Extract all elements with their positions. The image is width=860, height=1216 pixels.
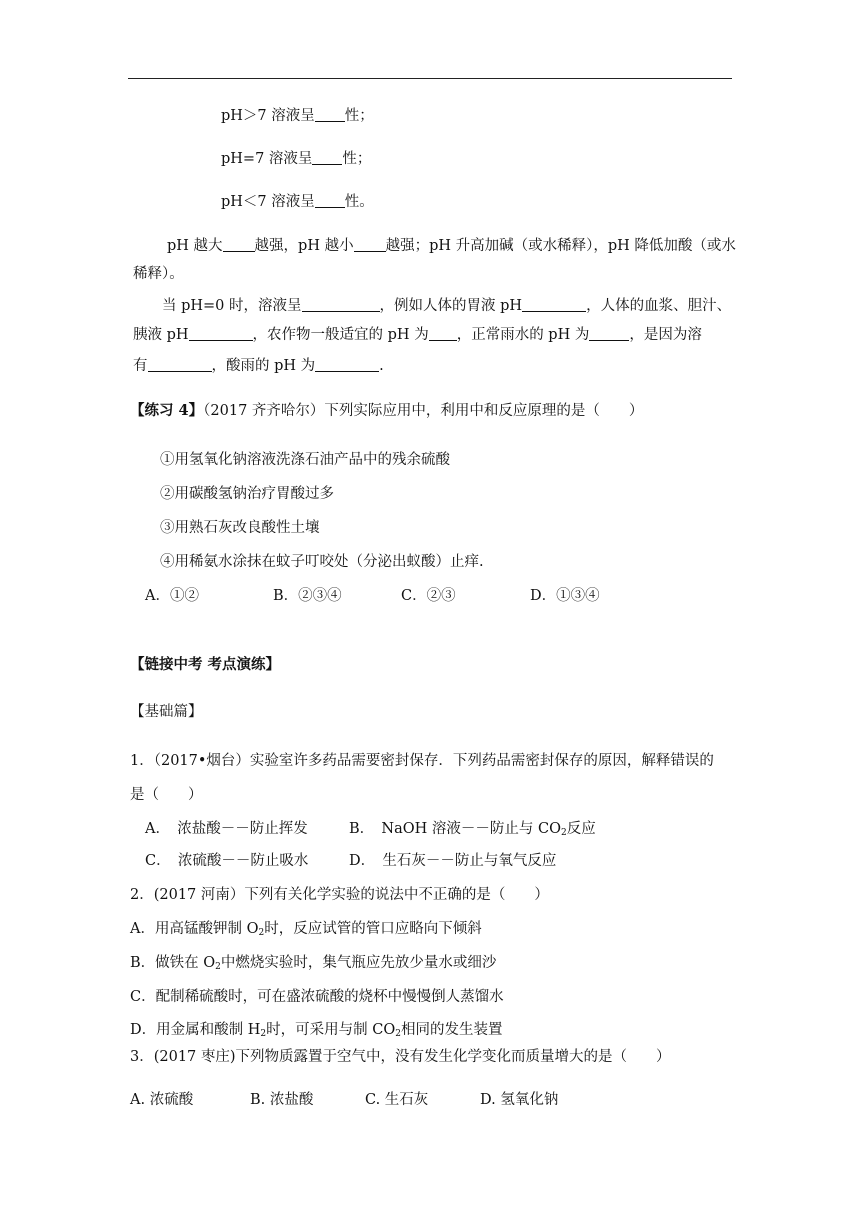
exercise4-title: 【练习 4】: [130, 402, 204, 419]
q2-option-d: D．用金属和酸制 $H_2$时，可采用与制 $CO_2$相同的发生装置: [130, 1022, 503, 1039]
exercise4-item: ①用氢氧化钠溶液洗涤石油产品中的残余硫酸: [160, 452, 450, 468]
header-rule: [128, 78, 732, 79]
blank: [148, 357, 212, 372]
q1-stem-line1: 1．（2017•烟台）实验室许多药品需要密封保存．下列药品需密封保存的原因，解释错误的: [130, 753, 714, 769]
blank: [315, 193, 345, 208]
ph-zero-line3: 有 ，酸雨的 pH 为 .: [133, 358, 384, 374]
q3-option-a: A. 浓硫酸: [130, 1092, 194, 1108]
q2-stem: 2．(2017 河南）下列有关化学实验的说法中不正确的是（ ）: [130, 887, 549, 903]
blank: [315, 107, 345, 122]
exercise4-stem: 【练习 4】（2017 齐齐哈尔）下列实际应用中，利用中和反应原理的是（ ）: [130, 402, 644, 419]
exercise4-option-c: C．②③: [401, 588, 456, 604]
q2-option-b: B．做铁在 $O_2$中燃烧实验时，集气瓶应先放少量水或细沙: [130, 955, 497, 972]
ph-rule-neutral: pH=7 溶液呈 性；: [221, 151, 372, 167]
exercise4-item: ③用熟石灰改良酸性土壤: [160, 520, 320, 536]
q1-option-a: A． 浓盐酸－－防止挥发: [145, 821, 308, 837]
q1-option-d: D． 生石灰－－防止与氧气反应: [349, 853, 557, 869]
q2-option-a: A．用高锰酸钾制 $O_2$时，反应试管的管口应略向下倾斜: [130, 921, 482, 938]
blank: [302, 297, 380, 312]
exercise4-item: ④用稀氨水涂抹在蚊子叮咬处（分泌出蚁酸）止痒.: [160, 554, 484, 570]
q1-option-b: B． NaOH 溶液－－防止与 $CO_2$反应: [349, 821, 596, 838]
ph-zero-line2: 胰液 pH ，农作物一般适宜的 pH 为 ，正常雨水的 pH 为 ，是因为溶: [133, 327, 702, 343]
section-title: 【链接中考 考点演练】: [130, 656, 281, 673]
q2-option-c: C．配制稀硫酸时，可在盛浓硫酸的烧杯中慢慢倒人蒸馏水: [130, 989, 504, 1005]
ph-zero-line1: 当 pH=0 时，溶液呈 ，例如人体的胃液 pH ，人体的血浆、胆汁、: [162, 298, 732, 314]
blank: [312, 150, 342, 165]
q3-stem: 3．(2017 枣庄)下列物质露置于空气中，没有发生化学变化而质量增大的是（ ）: [130, 1049, 671, 1065]
ph-rule-alkaline: pH＞7 溶液呈 性；: [221, 108, 374, 124]
q1-option-c: C． 浓硫酸－－防止吸水: [145, 853, 309, 869]
exercise4-option-b: B．②③④: [273, 588, 342, 604]
q3-option-c: C. 生石灰: [365, 1092, 429, 1108]
subsection-title: 【基础篇】: [130, 704, 203, 720]
blank: [522, 297, 586, 312]
ph-trend-line2: 稀释）。: [133, 266, 184, 282]
q3-option-d: D. 氢氧化钠: [480, 1092, 559, 1108]
blank: [223, 237, 255, 252]
q3-option-b: B. 浓盐酸: [250, 1092, 314, 1108]
blank: [354, 237, 386, 252]
ph-rule-acidic: pH＜7 溶液呈 性。: [221, 194, 374, 210]
blank: [189, 326, 253, 341]
exercise4-option-a: A．①②: [145, 588, 199, 604]
q1-stem-line2: 是（ ）: [130, 787, 203, 803]
blank: [315, 357, 379, 372]
exercise4-item: ②用碳酸氢钠治疗胃酸过多: [160, 486, 334, 502]
exercise4-option-d: D．①③④: [530, 588, 600, 604]
blank: [429, 326, 457, 341]
blank: [589, 326, 629, 341]
ph-trend-line1: pH 越大 越强，pH 越小 越强；pH 升高加碱（或水稀释），pH 降低加酸（或水: [167, 238, 736, 254]
